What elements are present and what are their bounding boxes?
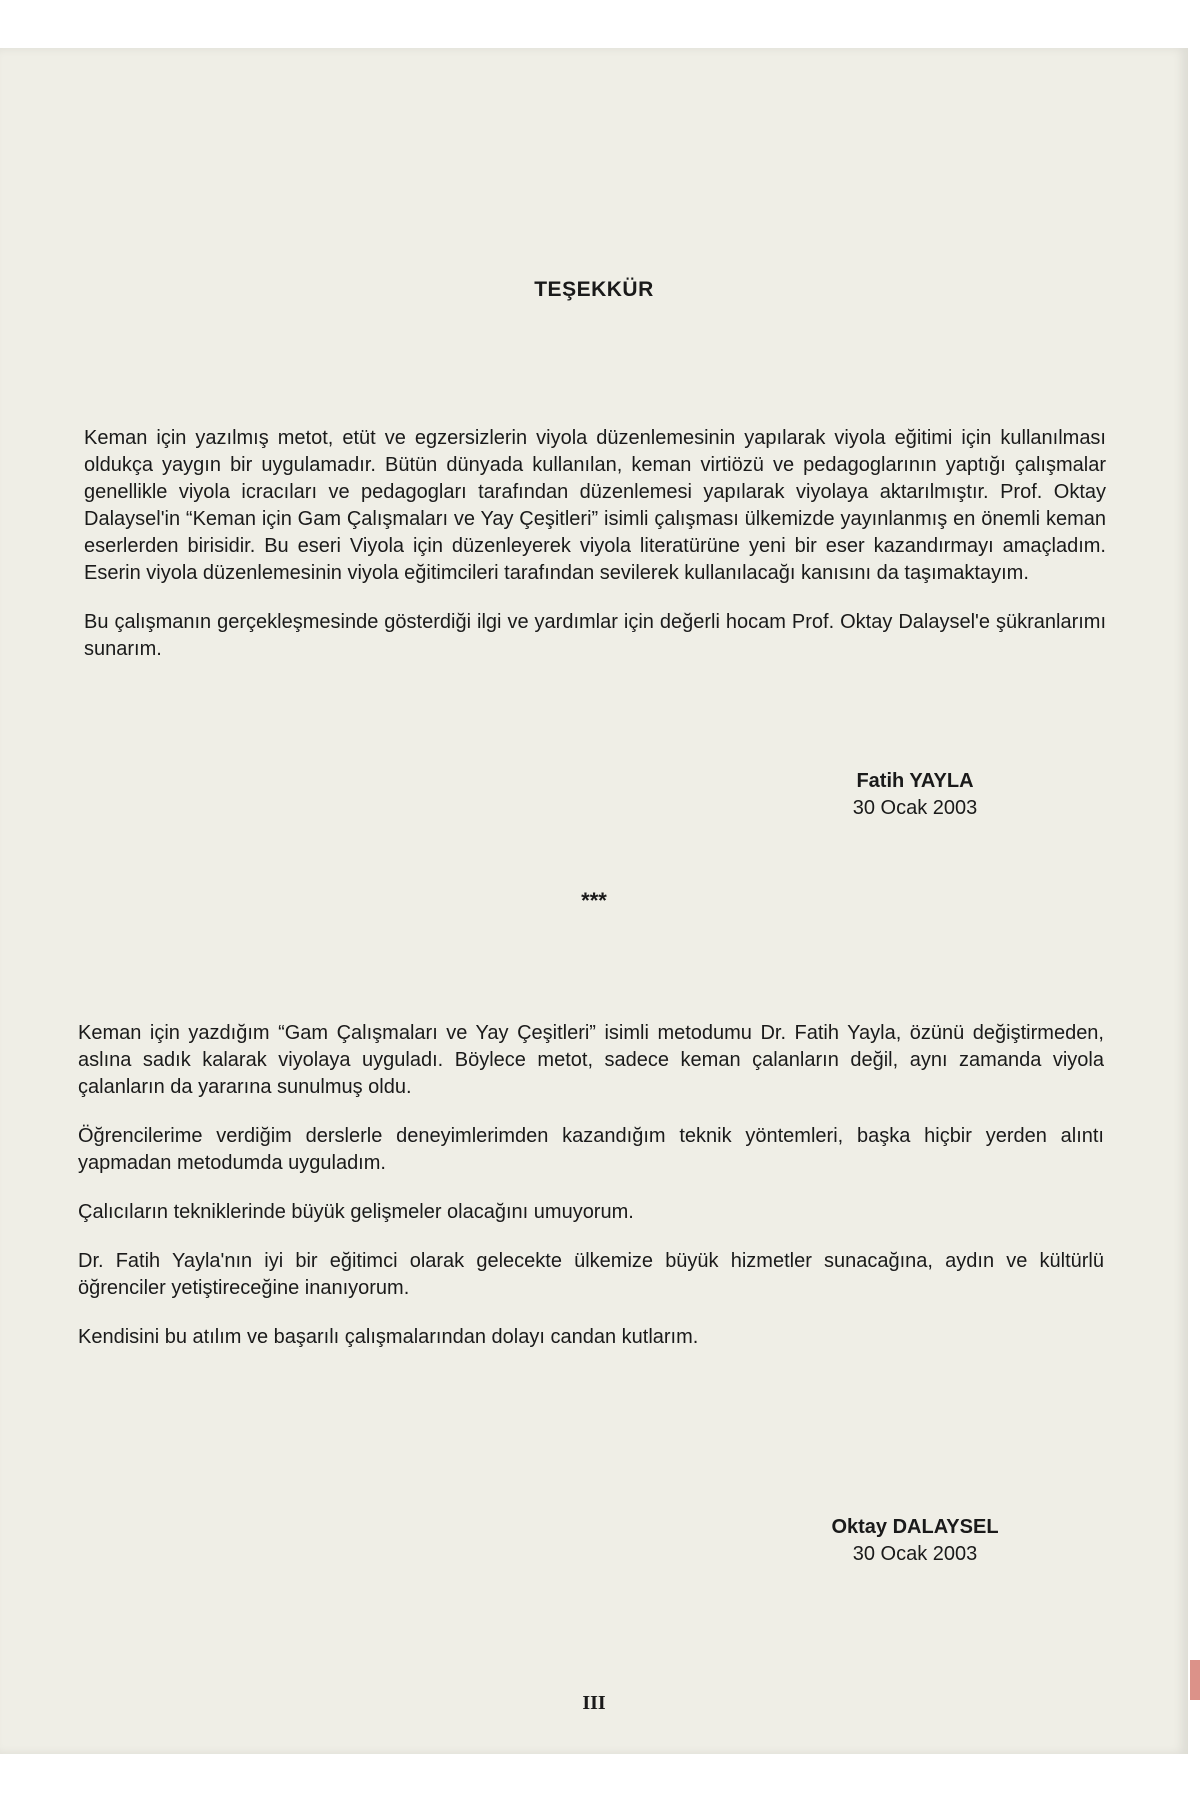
signature-date: 30 Ocak 2003 bbox=[852, 1543, 978, 1565]
signature-block bbox=[830, 768, 1000, 822]
signature-block bbox=[820, 1514, 1010, 1568]
paragraph: Çalıcıların tekniklerinde büyük gelişmeler olacağını umuyorum. bbox=[78, 1201, 634, 1223]
paragraph: Kendisini bu atılım ve başarılı çalışmalarından dolayı candan kutlarım. bbox=[78, 1326, 699, 1348]
paragraph: Keman için yazdığım “Gam Çalışmaları ve Yay Çeşitleri” isimli metodumu Dr. Fatih Yayla, özünü değiştirmeden, aslına sadık kalarak viyolaya uyguladı. Böylece metot, sadece keman çalanların değil, aynı zamanda viyola çalanların da yararına sunulmuş oldu. bbox=[78, 1022, 1104, 1098]
signature-name: Fatih YAYLA bbox=[856, 770, 974, 792]
page-title: TEŞEKKÜR bbox=[534, 278, 654, 301]
acknowledgement-text bbox=[84, 425, 1106, 663]
section-separator: *** bbox=[581, 888, 607, 913]
paragraph: Dr. Fatih Yayla'nın iyi bir eğitimci olarak gelecekte ülkemize büyük hizmetler sunacağına, aydın ve kültürlü öğrenciler yetiştireceğine inanıyorum. bbox=[78, 1250, 1104, 1299]
signature-name: Oktay DALAYSEL bbox=[831, 1516, 999, 1538]
paragraph: Bu çalışmanın gerçekleşmesinde gösterdiği ilgi ve yardımlar için değerli hocam Prof. Oktay Dalaysel'e şükranlarımı sunarım. bbox=[84, 611, 1106, 660]
paragraph: Keman için yazılmış metot, etüt ve egzersizlerin viyola düzenlemesinin yapılarak viyola eğitimi için kullanılması oldukça yaygın bir uygulamadır. Bütün dünyada kullanılan, keman virtiözü ve pedagoglarının yaptığı çalışmalar genellikle viyola icracıları ve pedagogları tarafından düzenlemesi yapılarak viyolaya aktarılmıştır. Prof. Oktay Dalaysel'in “Keman için Gam Çalışmaları ve Yay Çeşitleri” isimli çalışması ülkemizde yayınlanmış en önemli keman eserlerden birisidir. Bu eseri Viyola için düzenleyerek viyola literatürüne yeni bir eser kazandırmayı amaçladım. Eserin viyola düzenlemesinin viyola eğitimcileri tarafından sevilerek kullanılacağı kanısını da taşımaktayım. bbox=[84, 427, 1106, 584]
document-page bbox=[0, 48, 1188, 1754]
page-number: III bbox=[582, 1692, 606, 1714]
page-edge-mark bbox=[1190, 1660, 1200, 1700]
signature-date: 30 Ocak 2003 bbox=[852, 797, 978, 819]
foreword-text bbox=[78, 1020, 1104, 1373]
paragraph: Öğrencilerime verdiğim derslerle deneyimlerimden kazandığım teknik yöntemleri, başka hiçbir yerden alıntı yapmadan metodumda uyguladım. bbox=[78, 1125, 1104, 1174]
